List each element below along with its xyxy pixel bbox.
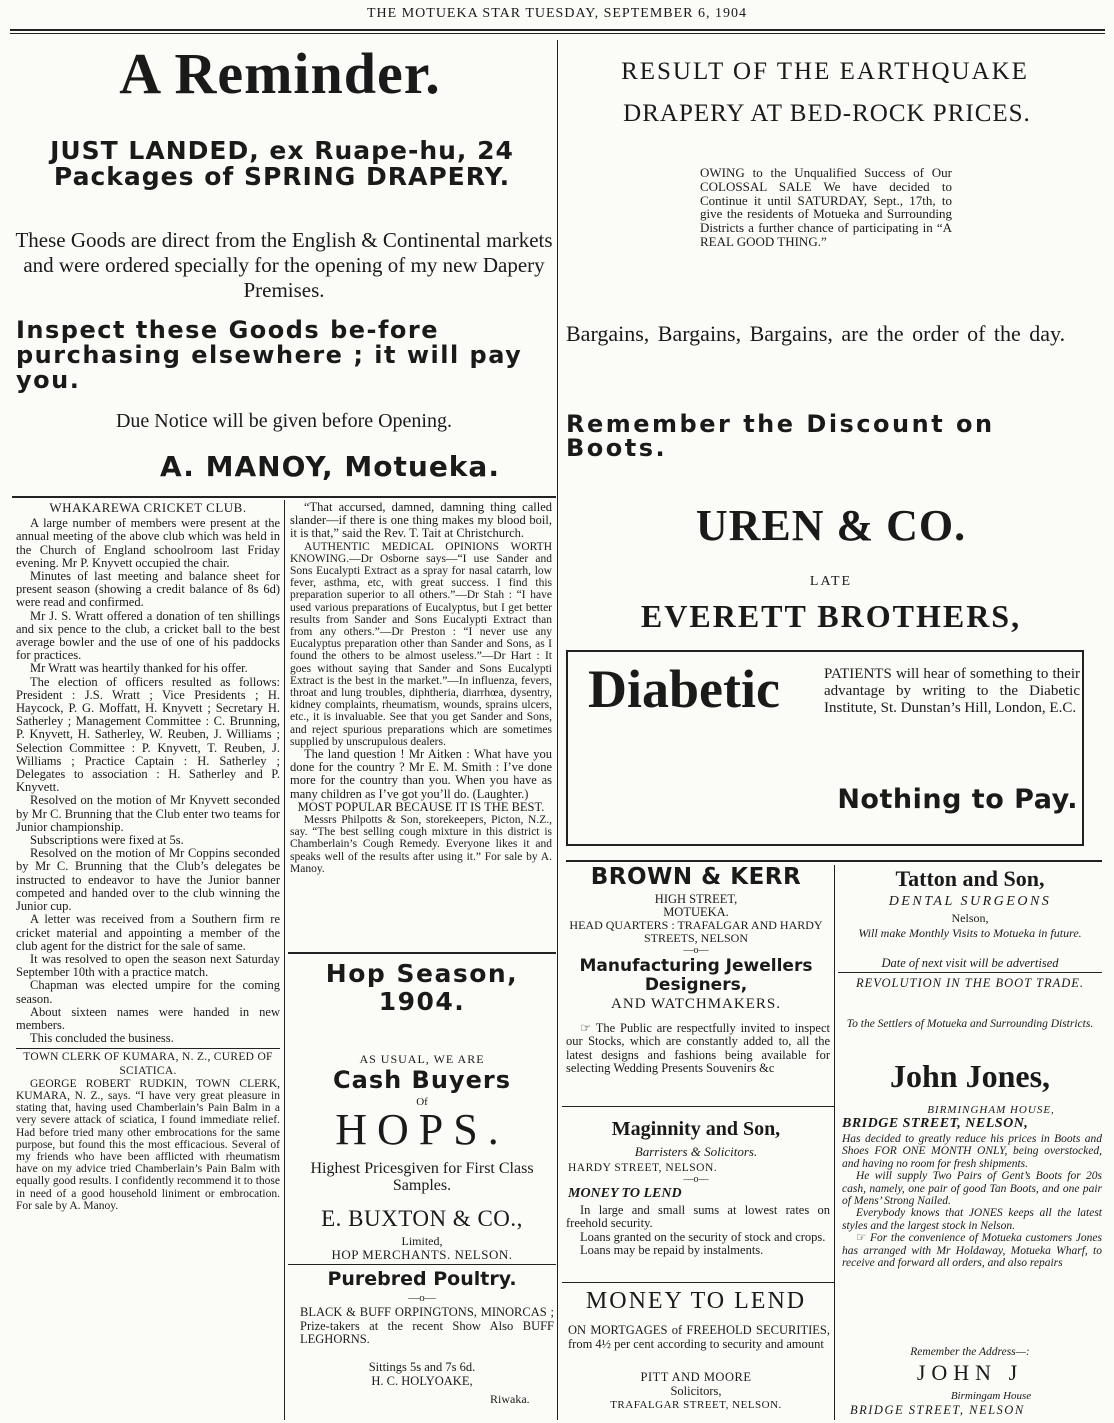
jones-p4 [842,1232,1102,1269]
manoy-title: A Reminder. [119,41,441,106]
earthquake-discount: Remember the Discount on Boots. [566,410,995,462]
cricket-paragraph: The election of officers resulted as follows: President : J.S. Wratt ; Vice Presidents ; H. Haycock, P. G. Moffatt, H. Knyvett ; Secretary H. Satherley ; Management Committee : C. Brunning, P. Knyvett, H. Satherley, W. Reuben, J. Williams ; Selection Committee : P. Knyvett, T. Reuben, J. Williams ; Practice Captain : H. Satherley ; Delegates to association : H. Satherley and P. Knyvett. [16,674,280,795]
cricket-paragraph: Mr J. S. Wratt offered a donation of ten shillings and six pence to the club, a cricket ball to the best average bowler and the use of one of his paddocks for practices. [16,608,280,663]
brown-kerr-town: MOTUEKA. [663,905,729,919]
tatton-role: DENTAL SURGEONS [888,894,1052,909]
cricket-article [16,501,280,1212]
diabetic-body: PATIENTS will hear of something to their advantage by writing to the Diabetic Institute, St. Dunstan’s Hill, London, E.C. [824,666,1080,716]
poultry-top-rule [288,1264,556,1265]
brown-kerr-body [566,1022,830,1076]
maginnity-divider: —o— [683,1174,709,1185]
cricket-heading: WHAKAREWA CRICKET CLUB. [49,500,247,515]
maginnity-body [566,1204,830,1258]
pitt-title: MONEY TO LEND [585,1288,807,1314]
manoy-inspect: Inspect these Goods be-fore purchasing elsewhere ; it will pay you. [16,316,523,394]
jones-name: John Jones, [889,1058,1051,1094]
cricket-paragraph: About sixteen names were handed in new members. [16,1004,280,1032]
maginnity-body1: In large and small sums at lowest rates on freehold security. [566,1203,830,1231]
hops-cash: Cash Buyers [333,1066,511,1094]
brown-kerr-hq: HEAD QUARTERS : TRAFALGAR AND HARDY STREETS, NELSON [569,918,823,945]
jones-settlers: To the Settlers of Motueka and Surrounding Districts. [846,1018,1094,1030]
jones-street: BRIDGE STREET, NELSON, [842,1116,1029,1131]
tatton-next: Date of next visit will be advertised [881,956,1059,970]
masthead-rule [10,29,1105,31]
hops-title: Hop Season, 1904. [325,959,519,1016]
cricket-paragraph: Mr Wratt was heartily thanked for his offer. [30,661,248,676]
brown-kerr-title: BROWN & KERR [590,864,802,890]
manoy-signature: A. MANOY, Motueka. [160,450,500,483]
pitt-firm: PITT AND MOORE [640,1370,752,1384]
kumara-body: GEORGE ROBERT RUDKIN, TOWN CLERK, KUMARA, N. Z., says. “I have very great pleasure in stating that, having used Chamberlain’s Pain Balm in a very severe attack of sciatica, I found immediate relief. Had before tried many other embrocations for the same purpose, but found this the most efficacious. Several of my friends who have been afflicted with rheumatism have on my advice tried Chamberlain’s Pain Balm with equally good results. I confidently recommend it to those in need of a good household liniment or embrocation. For sale by A. Manoy. [16,1077,280,1212]
cricket-paragraph: Minutes of last meeting and balance sheet for present season (showing a credit balance of 8s 6d) were read and confirmed. [16,569,280,610]
brown-kerr-body-text: The Public are respectfully invited to inspect our Stocks, which are constantly added to, all the latest designs and fashions being available for selecting Wedding Presents Souvenirs &c [566,1021,830,1076]
diabetic-ad [566,650,1084,846]
poultry-body: BLACK & BUFF ORPINGTONS, MINORCAS ; Prize-takers at the recent Show Also BUFF LEGHORNS. [300,1305,554,1346]
cricket-paragraph: This concluded the business. [30,1031,174,1046]
earthquake-owing: OWING to the Unqualified Success of Our COLOSSAL SALE We have decided to Continue it until SATURDAY, Sept., 17th, to give the residents of Motueka and Surrounding Districts a further chance of participating in “A REAL GOOD THING.” [700,165,952,249]
slander-item: “That accursed, damned, damning thing called slander—if there is one thing makes my blood boil, it is that,” said the Rev. T. Tait at Christchurch. [290,500,552,541]
popular-lead: MOST POPULAR BECAUSE IT IS THE BEST. [297,799,545,814]
medical-item [290,541,552,748]
manoy-landed: JUST LANDED, ex Ruape-hu, 24 Packages of SPRING DRAPERY. [50,136,514,191]
medical-lead: AUTHENTIC MEDICAL OPINIONS WORTH KNOWING. [290,540,552,565]
poultry-owner: H. C. HOLYOAKE, [371,1374,473,1388]
brown-kerr-street: HIGH STREET, [654,892,738,906]
tatton-title: Tatton and Son, [895,866,1045,891]
brown-kerr-trade1: Manufacturing Jewellers Designers, [579,956,813,995]
jones-signature: JOHN J [916,1360,1024,1385]
masthead-rule-thin [10,33,1105,34]
poultry-place: Riwaka. [490,1392,530,1406]
hops-merchants: HOP MERCHANTS. NELSON. [331,1247,513,1262]
maginnity-money: MONEY TO LEND [568,1186,682,1201]
hops-limited: Limited, [401,1234,443,1248]
jones-house: BIRMINGHAM HOUSE, [927,1104,1055,1116]
brown-kerr-divider: —o— [683,945,709,956]
kumara-heading: TOWN CLERK OF KUMARA, N. Z., CURED OF SCIATICA. [23,1051,273,1077]
hops-top-rule [288,952,556,954]
earthquake-bargains: Bargains, Bargains, Bargains, are the order of the day. [566,321,1066,346]
tatton-town: Nelson, [951,911,989,925]
diabetic-footer: Nothing to Pay. [837,784,1078,815]
pitt-role: Solicitors, [670,1384,722,1398]
right-column-rule [834,865,835,1420]
earthquake-subtitle: DRAPERY AT BED-ROCK PRICES. [623,100,1031,127]
pitt-body: ON MORTGAGES of FREEHOLD SECURITIES, from 4½ per cent according to security and amount [568,1323,830,1351]
jones-p1: Has decided to greatly reduce his prices in Boots and Shoes FOR ONE MONTH ONLY, being overstocked, and having no room for fresh shipments. [842,1133,1102,1170]
diabetic-title: Diabetic [588,659,780,719]
uren-name: UREN & CO. [695,501,967,550]
cricket-paragraph: A large number of members were present at the annual meeting of the above club which was held in the Church of England schoolroom last Friday evening. Mr P. Knyvett occupied the chair. [16,516,280,570]
maginnity-top-rule [562,1106,834,1107]
jones-footer1: Birmingam House [950,1390,1032,1402]
jones-p3: Everybody knows that JONES keeps all the latest styles and the largest stock in Nelson. [842,1207,1102,1232]
hops-firm: E. BUXTON & CO., [321,1206,523,1231]
manoy-goods: These Goods are direct from the English & Continental markets and were ordered specially for the opening of my new Dapery Premises. [15,228,553,302]
maginnity-body3: Loans may be repaid by instalments. [580,1243,764,1258]
center-column-rule [557,40,558,1420]
everett-name: EVERETT BROTHERS, [640,598,1022,634]
hops-usual: AS USUAL, WE ARE [359,1052,485,1066]
jones-p4-text: For the convenience of Motueka customers Jones has arranged with Mr Holdaway, Motueka Wharf, to receive and forward all orders, and also repairs [842,1232,1102,1270]
brown-kerr-trade2: AND WATCHMAKERS. [611,996,781,1012]
hops-word: HOPS. [335,1105,509,1154]
jones-p2: He will supply Two Pairs of Gent’s Boots for 20s cash, namely, one pair of good Tan Boots, and one pair of Mens’ Strong Nailed. [842,1170,1102,1208]
uren-late: LATE [809,574,853,589]
manoy-bottom-rule [12,496,556,498]
jones-footer2: BRIDGE STREET, NELSON [850,1403,1025,1417]
jones-revolution: REVOLUTION IN THE BOOT TRADE. [855,976,1085,990]
diabetic-bottom-rule [566,860,1102,862]
earthquake-title: RESULT OF THE EARTHQUAKE [621,58,1029,85]
manoy-notice: Due Notice will be given before Opening. [115,410,452,432]
middle-column [290,501,552,875]
maginnity-role: Barristers & Solicitors. [634,1144,758,1159]
cricket-paragraph: Resolved on the motion of Mr Coppins seconded by Mr C. Brunning that the Club’s delegates be instructed to endeavor to have the Junior banner competed and handed over to the club winning the Junior cup. [16,846,280,914]
maginnity-body2: Loans granted on the security of stock and crops. [580,1229,826,1244]
hand-icon: ☞ [856,1232,867,1245]
hops-prices: Highest Pricesgiven for First Class Samples. [310,1160,534,1194]
cricket-paragraph: Resolved on the motion of Mr Knyvett seconded by Mr C. Brunning that the Club enter two teams for Junior championship. [16,793,280,834]
poultry-title: Purebred Poultry. [327,1268,517,1290]
land-item: The land question ! Mr Aitken : What have you done for the country ? Mr E. M. Smith : I’ve done more for the country than you. When you have as many children as I’ve got you’ll do. (Laughter.) [290,747,552,801]
cricket-paragraph: Chapman was elected umpire for the coming season. [16,978,280,1006]
maginnity-address: HARDY STREET, NELSON. [568,1162,718,1174]
jones-top-rule [838,972,1102,973]
jones-remember: Remember the Address—: [910,1346,1030,1358]
cricket-paragraph: It was resolved to open the season next Saturday September 10th with a practice match. [16,951,280,980]
maginnity-title: Maginnity and Son, [611,1118,781,1140]
hand-icon: ☞ [580,1021,592,1035]
left-column-rule [284,500,285,1420]
cricket-paragraph: Subscriptions were fixed at 5s. [30,833,184,848]
tatton-visits: Will make Monthly Visits to Motueka in future. [858,926,1082,940]
jones-body [842,1133,1102,1269]
popular-item: Messrs Philpotts & Son, storekeepers, Picton, N.Z., say. “The best selling cough mixture in this district is Chamberlain’s Cough Remedy. Everyone likes it and speaks well of the results after using it.” For sale by A. Manoy. [290,814,552,875]
masthead: THE MOTUEKA STAR TUESDAY, SEPTEMBER 6, 1904 [367,6,747,21]
medical-text: —Dr Osborne says—“I use Sander and Sons Eucalypti Extract as a spray for nasal catarrh, low fever, asthma, etc, with great success. I find this preparation superior to all others.”—Dr Stah : “I have used various preparations of Eucalyptus, but I get better results from Sander and Sons Eucalypti Extract than from any others.”—Dr Preston : “I never use any Eucalyptus preparation other than Sander and Sons, as I found the others to be almost useless.”—Dr Hart : It goes without saying that Sander and Sons Eucalypti Extract is the best in the market.”—In influenza, fevers, throat and lung troubles, diphtheria, diarrhœa, dysentry, kidney complaints, rheumatism, wounds, sprains ulcers, etc., it is invaluable. See that you get Sander and Sons, and reject spurious preparations which are sometimes supplied by unscrupulous dealers. [290,552,552,748]
pitt-top-rule [562,1282,834,1283]
poultry-sittings: Sittings 5s and 7s 6d. [368,1360,476,1374]
pitt-address: TRAFALGAR STREET, NELSON. [610,1399,782,1411]
cricket-paragraph: A letter was received from a Southern firm re cricket material and appointing a member of the club agent for the district for the sale of same. [16,912,280,953]
poultry-divider: —o— [408,1292,436,1304]
hops-of: Of [416,1096,428,1108]
